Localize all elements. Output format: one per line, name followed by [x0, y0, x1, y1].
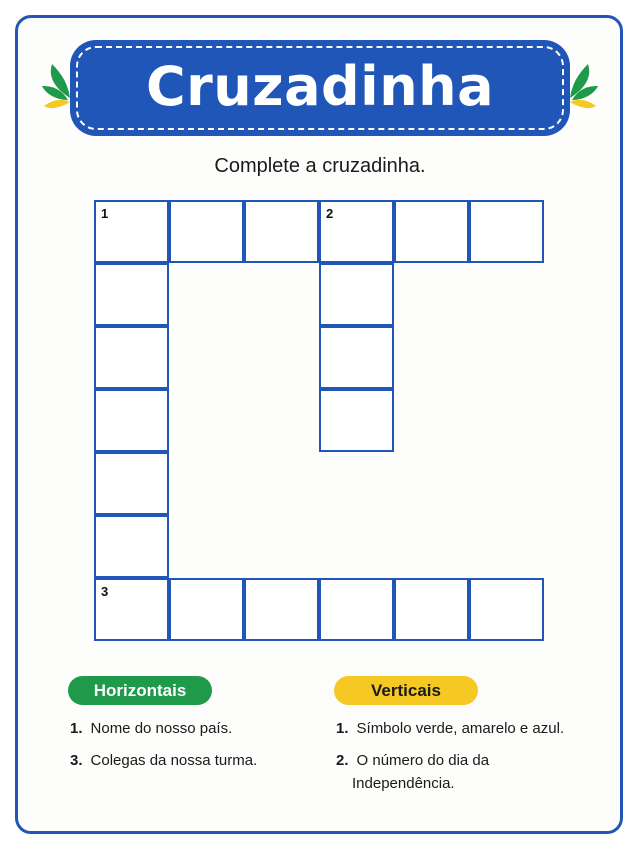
vertical-clue — [336, 750, 489, 772]
grid-cell[interactable] — [319, 389, 394, 452]
clue-number: 1. — [70, 720, 83, 737]
grid-cell[interactable] — [319, 578, 394, 641]
grid-cell[interactable] — [94, 578, 169, 641]
clue-number-2: 2 — [326, 206, 334, 221]
clue-number: 2. — [336, 752, 349, 769]
grid-cell[interactable] — [394, 200, 469, 263]
vertical-clue-continuation: Independência. — [352, 775, 455, 792]
grid-cell[interactable] — [94, 389, 169, 452]
grid-cell[interactable] — [94, 326, 169, 389]
grid-cell[interactable] — [94, 452, 169, 515]
clue-text: O número do dia da — [356, 752, 490, 769]
grid-cell[interactable] — [319, 326, 394, 389]
clue-number-1: 1 — [101, 206, 109, 221]
title-banner — [70, 40, 570, 136]
grid-cell[interactable] — [94, 263, 169, 326]
clue-text: Colegas da nossa turma. — [90, 752, 258, 769]
clue-number-3: 3 — [101, 584, 109, 599]
grid-cell[interactable] — [94, 200, 169, 263]
clue-number: 1. — [336, 720, 349, 737]
clue-text: Símbolo verde, amarelo e azul. — [356, 720, 565, 737]
clue-text: Nome do nosso país. — [90, 720, 233, 737]
grid-cell[interactable] — [169, 578, 244, 641]
grid-cell[interactable] — [319, 200, 394, 263]
vertical-clue — [336, 718, 564, 740]
horizontais-header: Horizontais — [68, 676, 212, 705]
grid-cell[interactable] — [244, 578, 319, 641]
grid-cell[interactable] — [469, 200, 544, 263]
horizontal-clue — [70, 750, 257, 772]
grid-cell[interactable] — [394, 578, 469, 641]
clue-number: 3. — [70, 752, 83, 769]
grid-cell[interactable] — [94, 515, 169, 578]
grid-cell[interactable] — [469, 578, 544, 641]
page-title: Cruzadinha — [145, 55, 495, 118]
verticais-header: Verticais — [334, 676, 478, 705]
grid-cell[interactable] — [169, 200, 244, 263]
grid-cell[interactable] — [319, 263, 394, 326]
grid-cell[interactable] — [244, 200, 319, 263]
horizontal-clue — [70, 718, 232, 740]
instruction-text: Complete a cruzadinha. — [214, 155, 426, 177]
